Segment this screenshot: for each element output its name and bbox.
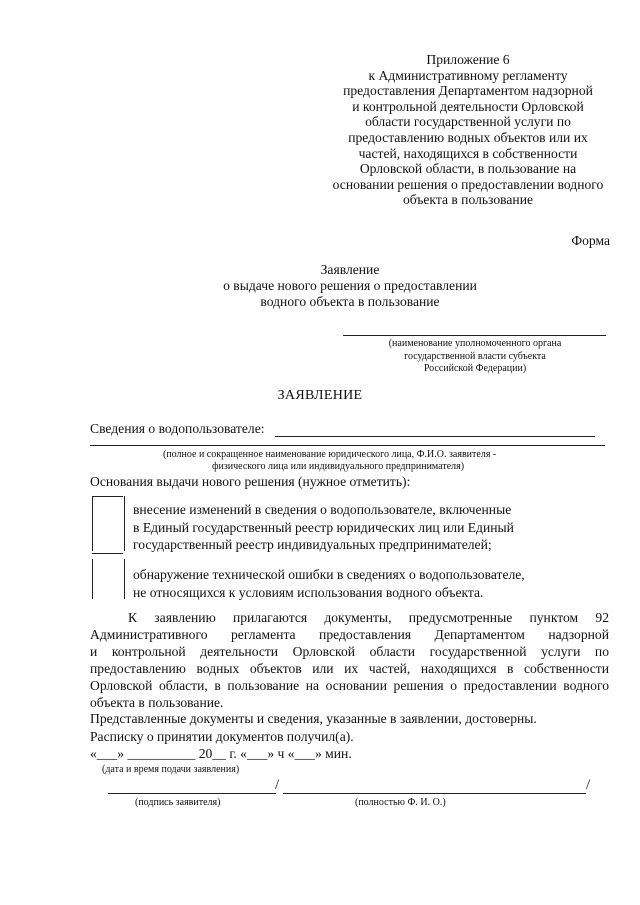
- option-line: не относящихся к условиям использования водного объекта.: [133, 584, 484, 600]
- authority-caption: [360, 338, 590, 376]
- user-info-field-line2[interactable]: [90, 445, 605, 446]
- paragraph-line: Административного регламента предоставления Департаментом надзорной: [90, 627, 609, 642]
- user-info-field[interactable]: [275, 436, 595, 437]
- option-line: внесение изменений в сведения о водопользователе, включенные: [133, 502, 512, 517]
- title-line: Заявление: [320, 262, 380, 277]
- user-info-label: Сведения о водопользователе:: [90, 421, 265, 436]
- option-line: государственный реестр индивидуальных предпринимателей;: [133, 537, 492, 552]
- slash-separator: /: [275, 777, 280, 793]
- receipt-text: Расписку о принятии документов получил(а).: [90, 729, 354, 744]
- paragraph-line: и контрольной деятельности Орловской области государственной услуги по: [90, 644, 609, 659]
- appendix-line: и контрольной деятельности Орловской: [352, 98, 584, 114]
- paragraph-line: объекта в пользование.: [90, 695, 224, 710]
- option-1-checkbox[interactable]: [92, 496, 125, 551]
- appendix-line: предоставлению водных объектов или их: [348, 129, 588, 145]
- option-line: в Единый государственный реестр юридических лиц или Единый: [133, 519, 514, 535]
- appendix-line: Орловской области, в пользование на: [359, 161, 577, 177]
- checkbox-divider: [92, 553, 123, 554]
- option-1-text: [133, 501, 514, 554]
- appendix-line: предоставления Департаментом надзорной: [343, 83, 593, 99]
- document-heading: ЗАЯВЛЕНИЕ: [277, 388, 363, 403]
- signature-caption: (подпись заявителя): [135, 797, 221, 808]
- signature-field[interactable]: [108, 793, 276, 794]
- fullname-field[interactable]: [283, 793, 586, 794]
- caption-line: Российской Федерации): [423, 363, 527, 374]
- grounds-label: Основания выдачи нового решения (нужное отметить):: [90, 474, 411, 489]
- date-caption: (дата и время подачи заявления): [102, 764, 240, 775]
- paragraph-line: Орловской области, в пользование на основании решения о предоставлении водного: [90, 678, 609, 693]
- slash-separator: /: [586, 777, 591, 793]
- appendix-line: к Административному регламенту: [368, 67, 568, 83]
- appendix-line: частей, находящихся в собственности: [358, 145, 578, 161]
- attachments-paragraph: [90, 609, 609, 711]
- paragraph-line: К заявлению прилагаются документы, предусмотренные пунктом 92: [128, 610, 609, 625]
- appendix-line: объекта в пользование: [402, 192, 534, 208]
- appendix-line: основании решения о предоставлении водного: [332, 176, 604, 192]
- appendix-line: области государственной услуги по: [365, 114, 571, 130]
- title-line: о выдаче нового решения о предоставлении: [223, 278, 477, 293]
- form-label: Форма: [571, 233, 610, 248]
- caption-line: государственной власти субъекта: [404, 350, 546, 362]
- paragraph-line: предоставлению водных объектов или их частей, находящихся в собственности: [90, 661, 609, 676]
- application-title: [200, 262, 500, 310]
- user-caption-line1: (полное и сокращенное наименование юридического лица, Ф.И.О. заявителя -: [163, 449, 497, 460]
- option-2-checkbox[interactable]: [92, 559, 125, 599]
- option-2-text: [133, 566, 525, 601]
- certify-text: Представленные документы и сведения, указанные в заявлении, достоверны.: [90, 711, 537, 726]
- option-line: обнаружение технической ошибки в сведениях о водопользователе,: [133, 567, 525, 582]
- appendix-header: [318, 52, 618, 208]
- appendix-line: Приложение 6: [426, 52, 510, 67]
- title-line: водного объекта в пользование: [260, 294, 440, 309]
- fullname-caption: (полностью Ф. И. О.): [355, 797, 446, 808]
- caption-line: (наименование уполномоченного органа: [388, 338, 562, 349]
- date-time-field[interactable]: «___» __________ 20__ г. «___» ч «___» мин.: [90, 746, 352, 761]
- user-caption-line2: физического лица или индивидуального предпринимателя): [212, 461, 465, 472]
- authority-field[interactable]: [343, 335, 606, 336]
